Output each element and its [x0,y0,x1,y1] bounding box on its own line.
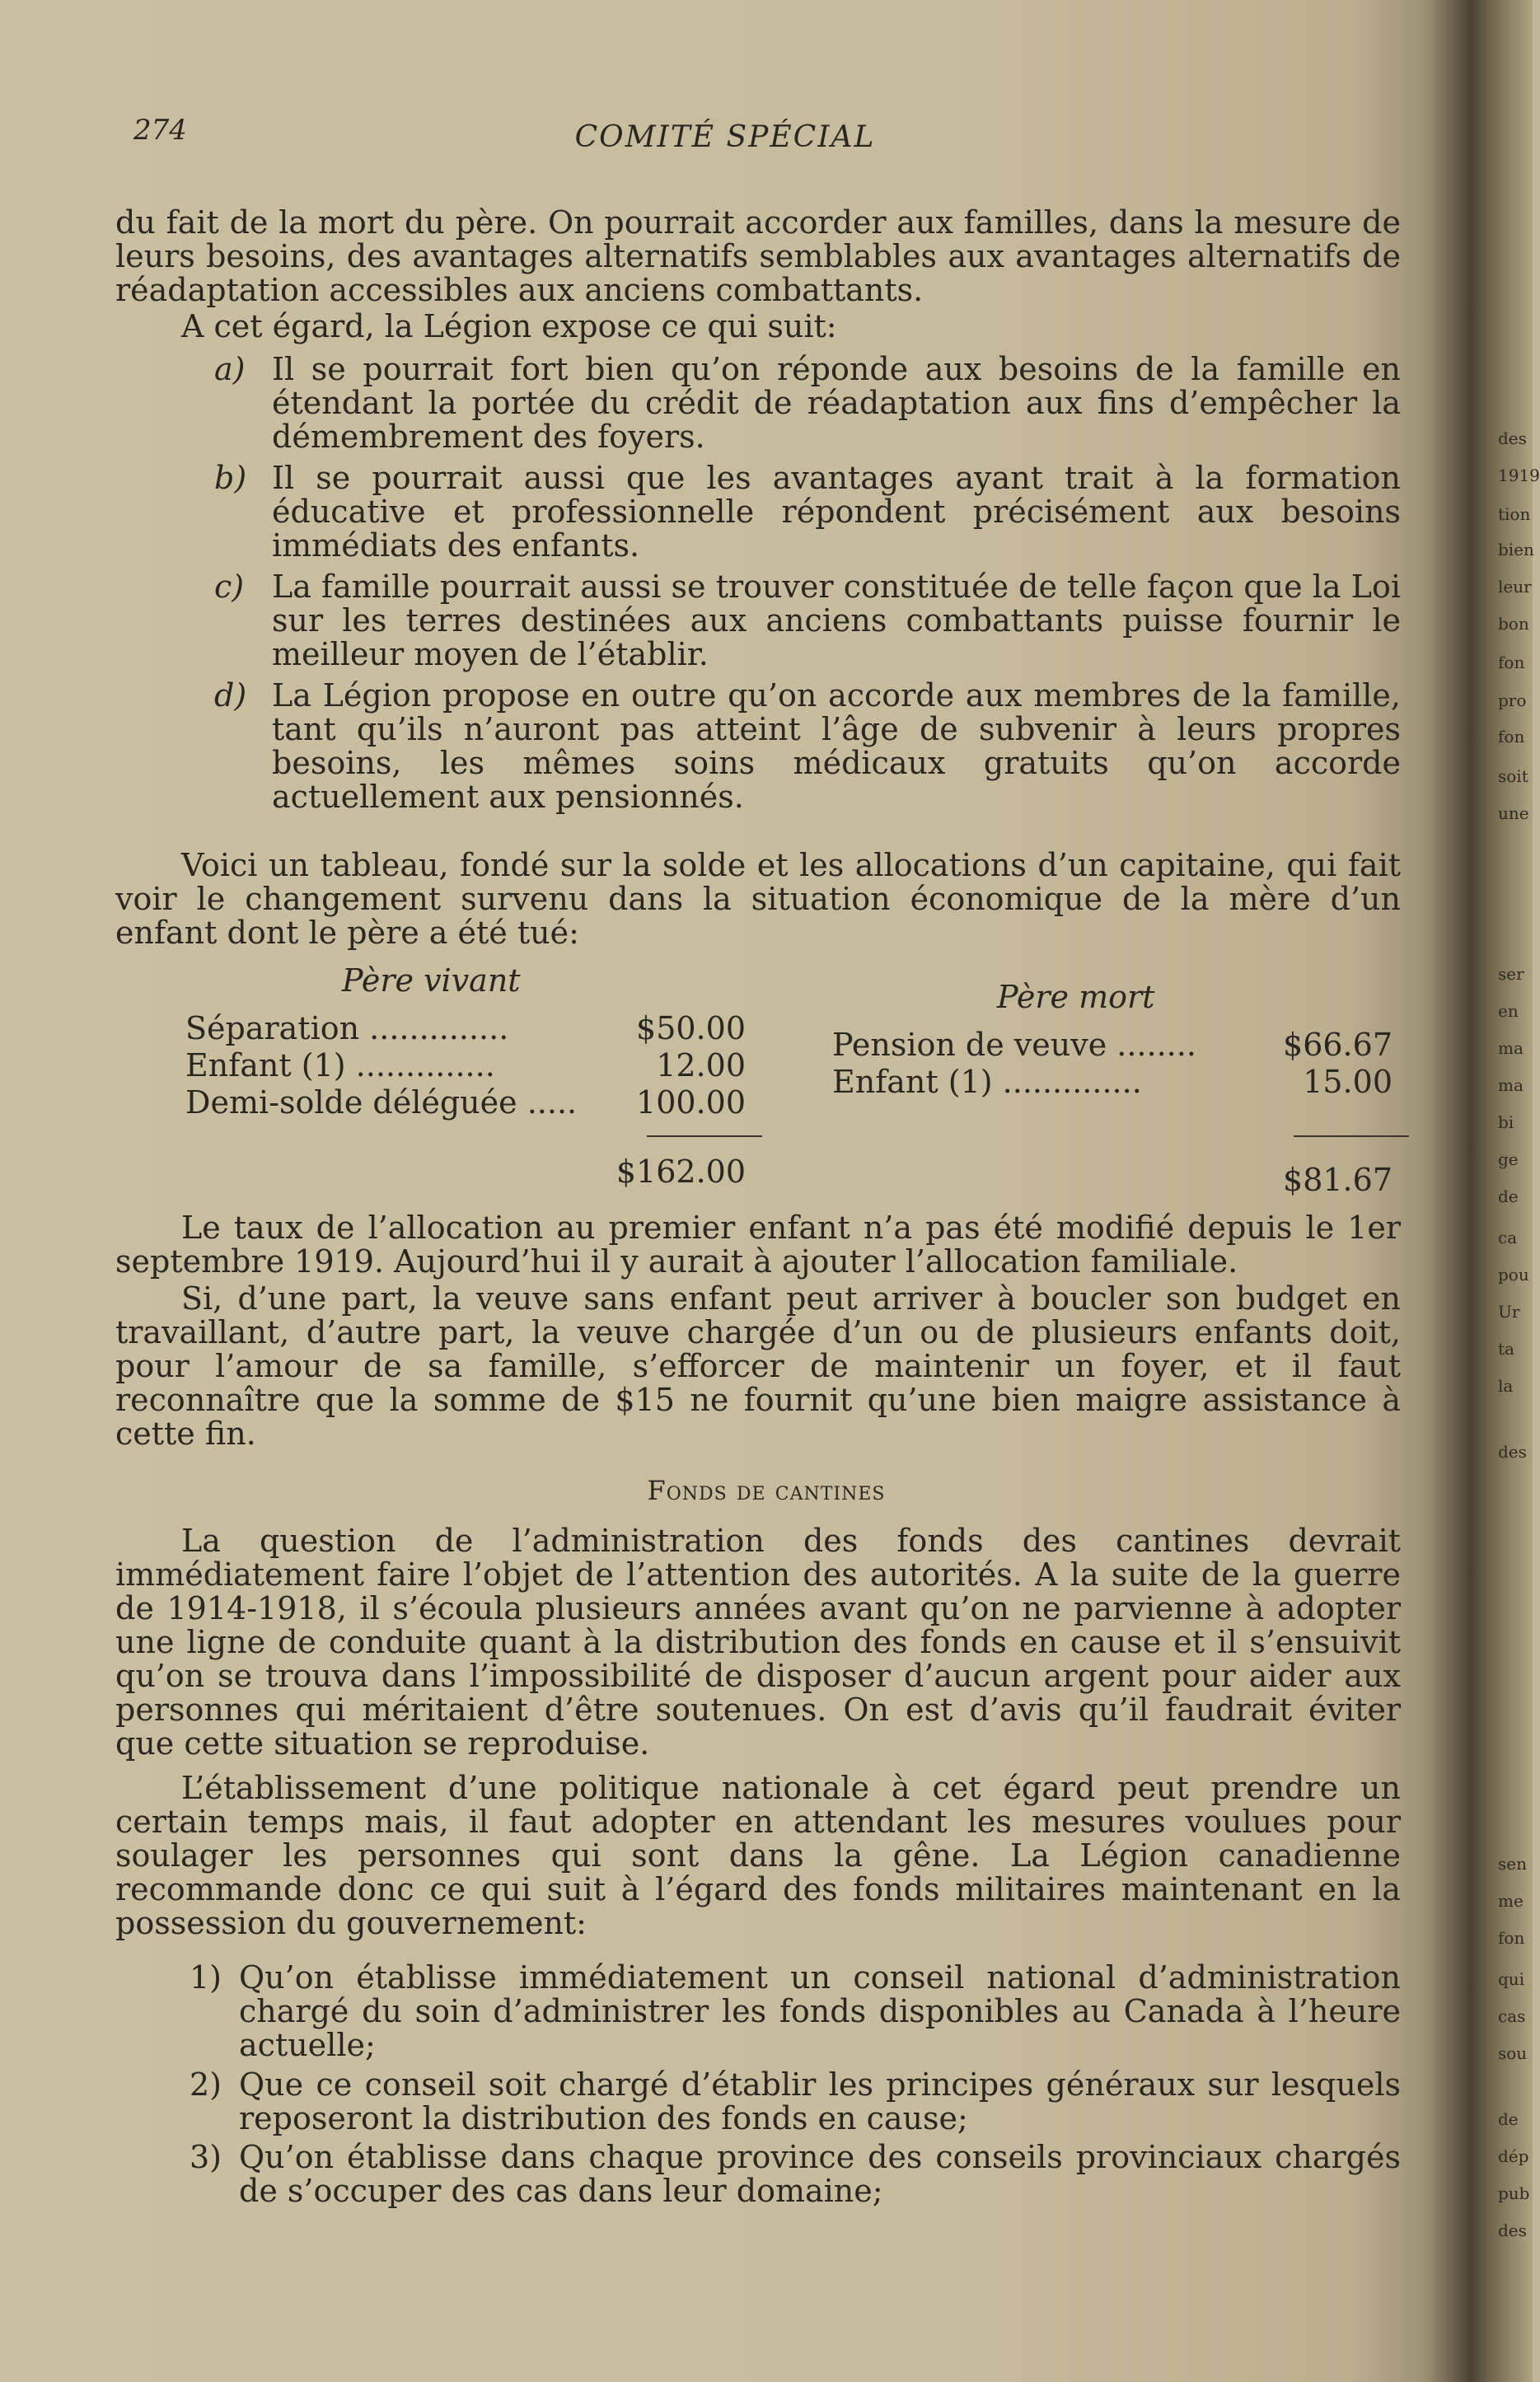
point-label: d) [214,677,247,714]
intro-block [115,206,1401,307]
point-label: a) [214,351,246,387]
legion-points [115,353,1401,831]
legion-intro-block [115,310,1401,344]
comparison-table [0,962,1533,1226]
table-row [185,1010,762,1046]
total-value: $162.00 [616,1154,746,1190]
margin-fragment: soit [1498,766,1528,786]
margin-fragment: fon [1498,727,1525,746]
margin-fragment: de [1498,2109,1519,2129]
page-number: 274 [133,114,187,147]
table-row [832,1027,1409,1063]
margin-fragment: la [1498,1376,1514,1396]
margin-fragment: de [1498,1186,1519,1206]
margin-fragment: ma [1498,1038,1524,1058]
row-label: Enfant (1) .............. [832,1064,1142,1100]
policy-block [115,1771,1401,1940]
running-title: COMITÉ SPÉCIAL [574,120,876,154]
total-value: $81.67 [1283,1162,1393,1198]
item-text: Que ce conseil soit chargé d’établir les principes généraux sur lesquels reposeront la distribution des fonds en cause; [239,2066,1401,2136]
canteen-paragraph: La question de l’administration des fonds des cantines devrait immédiatement faire l’objet de l’attention des autorités. A la suite de la guerre de 1914-1918, il s’écoula plusieurs années avant qu’on ne parvienne à adopter une ligne de conduite quant à la distribution des fonds en cause et il s’ensuivit qu’on se trouva dans l’impossibilité de disposer d’aucun argent pour aider aux personnes qui méritaient d’être soutenues. On est d’avis qu’il faudrait éviter que cette situation se reproduise. [115,1523,1401,1762]
row-label: Demi-solde déléguée ..... [185,1084,578,1121]
margin-fragment: en [1498,1001,1519,1021]
father-alive-column [185,962,762,1226]
widow-paragraph: Si, d’une part, la veuve sans enfant peut arriver à boucler son budget en travaillant, d’autre part, la veuve chargée d’un ou de plusieurs enfants doit, pour l’amour de sa famille, s’efforcer de maintenir un foyer, et il faut reconnaître que la somme de $15 ne fournit qu’une bien maigre assistance à cette fin. [115,1280,1401,1452]
margin-fragment: ma [1498,1075,1524,1095]
table-row [185,1047,762,1083]
allocation-block [115,1211,1401,1279]
row-value: 15.00 [1303,1064,1393,1100]
margin-fragment: sou [1498,2043,1528,2063]
margin-fragment: Ur [1498,1302,1520,1322]
total-rule [1294,1135,1409,1137]
margin-fragment: leur [1498,577,1532,597]
margin-fragment: tion [1498,504,1531,524]
margin-fragment: ge [1498,1149,1519,1169]
point-label: b) [214,460,247,496]
margin-fragment: dép [1498,2146,1529,2166]
father-dead-column [832,979,1409,1226]
row-label: Enfant (1) .............. [185,1047,495,1083]
item-text: Qu’on établisse dans chaque province des conseils provinciaux chargés de s’occuper des cas dans leur domaine; [239,2139,1401,2209]
allocation-paragraph: Le taux de l’allocation au premier enfant n’a pas été modifié depuis le 1er septembre 1919. Aujourd’hui il y aurait à ajouter l’allocation familiale. [115,1210,1401,1280]
margin-fragment: fon [1498,653,1525,672]
canteen-block [115,1524,1401,1761]
point-text: Il se pourrait aussi que les avantages ayant trait à la formation éducative et professionnelle répondent précisément aux besoins immédiats des enfants. [272,460,1401,564]
margin-fragment: sen [1498,1854,1527,1874]
row-label: Séparation .............. [185,1010,509,1046]
column-heading: Père vivant [342,962,521,999]
margin-fragment: pou [1498,1265,1529,1285]
point-text: La Légion propose en outre qu’on accorde aux membres de la famille, tant qu’ils n’auront pas atteint l’âge de subvenir à leurs propres besoins, les mêmes soins médicaux gratuits qu’on accorde actuellement aux pensionnés. [272,677,1401,815]
margin-fragment: des [1498,1442,1527,1462]
widow-block [115,1282,1401,1451]
policy-paragraph: L’établissement d’une politique nationale à cet égard peut prendre un certain temps mais, il faut adopter en attendant les mesures voulues pour soulager les personnes qui sont dans la gêne. La Légion canadienne recommande donc ce qui suit à l’égard des fonds militaires maintenant en la possession du gouvernement: [115,1770,1401,1941]
margin-fragment: cas [1498,2006,1526,2026]
margin-fragment: pro [1498,690,1527,710]
item-number: 1) [190,1959,222,1996]
table-intro-block [115,849,1401,950]
margin-fragment: me [1498,1891,1524,1911]
page-header [0,114,1450,155]
column-heading: Père mort [997,979,1155,1015]
intro-paragraph: du fait de la mort du père. On pourrait accorder aux familles, dans la mesure de leurs besoins, des avantages alternatifs semblables aux avantages alternatifs de réadaptation accessibles aux anciens combattants. [115,204,1401,308]
margin-fragment: bien [1498,540,1534,559]
margin-fragment: des [1498,2221,1527,2240]
point-text: La famille pourrait aussi se trouver constituée de telle façon que la Loi sur les terres destinées aux anciens combattants puisse fournir le meilleur moyen de l’établir. [272,569,1401,672]
row-value: $50.00 [636,1010,746,1046]
row-value: $66.67 [1283,1027,1393,1063]
margin-fragment: bi [1498,1112,1514,1132]
margin-fragment: 1919 [1498,466,1540,485]
margin-fragment: pub [1498,2183,1530,2203]
margin-fragment: fon [1498,1928,1525,1948]
margin-fragment: une [1498,803,1529,823]
section-heading: Fonds de cantines [647,1475,886,1506]
margin-fragment: ca [1498,1228,1518,1247]
margin-fragment: ta [1498,1339,1514,1359]
row-value: 100.00 [636,1084,746,1121]
legion-intro: A cet égard, la Légion expose ce qui suit: [181,308,837,344]
total-rule [647,1135,762,1137]
margin-fragment: qui [1498,1969,1525,1989]
recommendations-list [115,1961,1401,2233]
table-intro: Voici un tableau, fondé sur la solde et les allocations d’un capitaine, qui fait voir le changement survenu dans la situation économique de la mère d’un enfant dont le père a été tué: [115,847,1401,951]
item-text: Qu’on établisse immédiatement un conseil national d’administration chargé du soin d’administrer les fonds disponibles au Canada à l’heure actuelle; [239,1959,1401,2063]
table-row [832,1064,1409,1100]
margin-fragment: des [1498,428,1527,448]
point-text: Il se pourrait fort bien qu’on réponde aux besoins de la famille en étendant la portée du crédit de réadaptation aux fins d’empêcher la démembrement des foyers. [272,351,1401,455]
row-value: 12.00 [656,1047,746,1083]
item-number: 2) [190,2066,222,2103]
table-row [185,1084,762,1121]
row-label: Pension de veuve ........ [832,1027,1196,1063]
point-label: c) [214,569,245,605]
item-number: 3) [190,2139,222,2175]
margin-fragment: ser [1498,964,1524,984]
margin-fragment: bon [1498,614,1529,634]
